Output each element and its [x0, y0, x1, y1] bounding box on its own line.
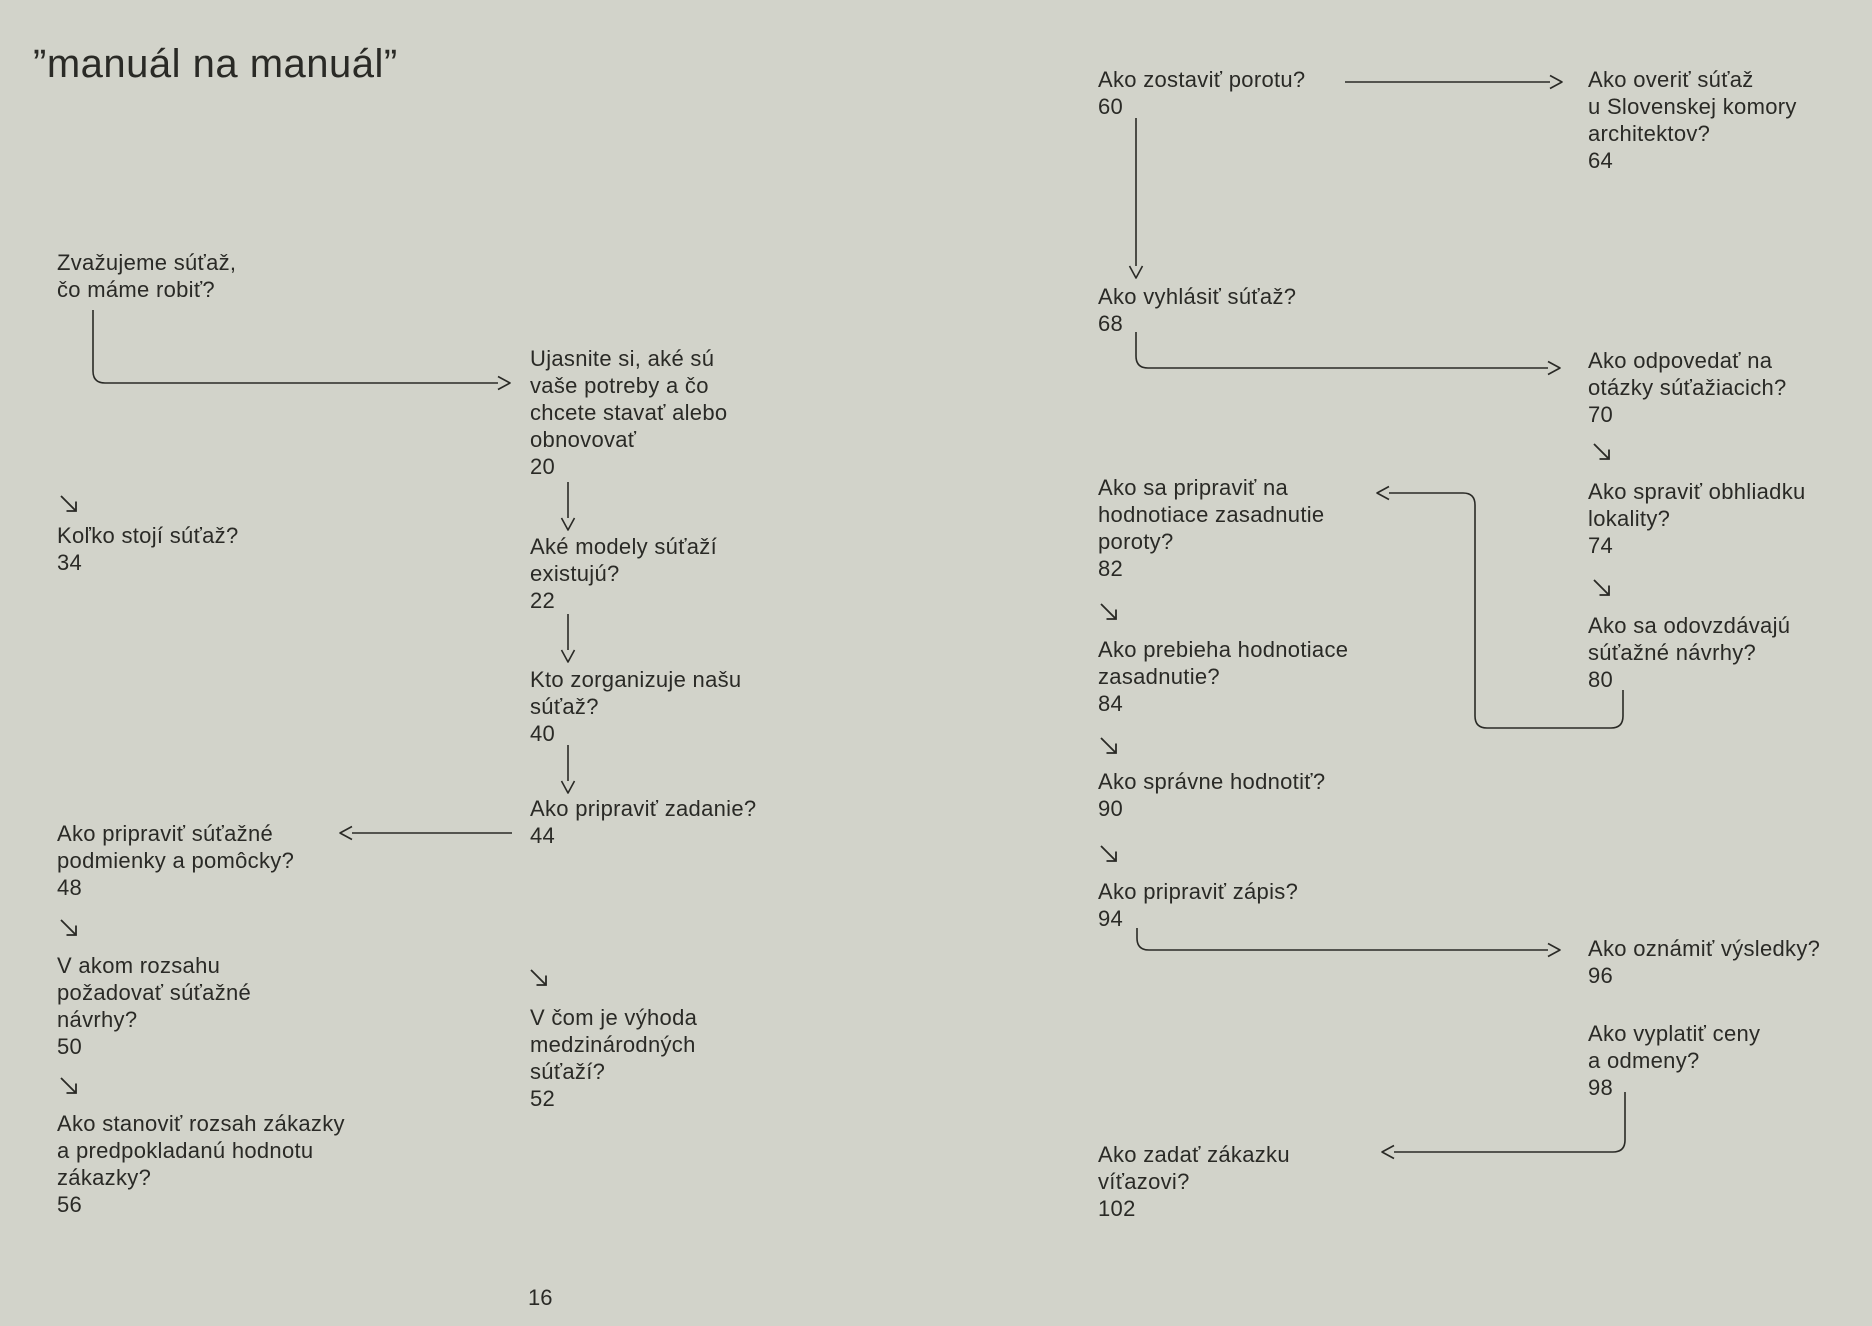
- question-lines: [530, 1004, 697, 1085]
- text-line: u Slovenskej komory: [1588, 94, 1797, 119]
- question-lines: [1588, 347, 1787, 401]
- text-line: Ujasnite si, aké sú: [530, 346, 715, 371]
- flow-item-vyhlasit: [1098, 283, 1296, 337]
- text-line: zasadnutie?: [1098, 664, 1220, 689]
- question-lines: [530, 666, 741, 720]
- text-line: otázky súťažiacich?: [1588, 375, 1787, 400]
- question-lines: [530, 345, 727, 453]
- text-line: Kto zorganizuje našu: [530, 667, 742, 692]
- flow-item-prebieha: [1098, 636, 1348, 717]
- southeast-arrow-icon: [57, 916, 81, 940]
- text-line: V čom je výhoda: [530, 1005, 698, 1030]
- flow-item-rozsah-zakazky: [57, 1110, 345, 1218]
- flow-item-ujasnite: [530, 345, 727, 480]
- text-line: Ako spraviť obhliadku: [1588, 479, 1806, 504]
- southeast-arrow-icon: [57, 1074, 81, 1098]
- text-line: Ako sa pripraviť na: [1098, 475, 1289, 500]
- text-line: chcete stavať alebo: [530, 400, 728, 425]
- text-line: existujú?: [530, 561, 620, 586]
- page-ref: 56: [57, 1192, 83, 1217]
- arrowhead-left: [1382, 1146, 1394, 1159]
- question-lines: [1588, 478, 1806, 532]
- question-lines: [1098, 283, 1296, 310]
- text-line: vaše potreby a čo: [530, 373, 709, 398]
- page-ref: 48: [57, 875, 83, 900]
- question-lines: [1588, 612, 1790, 666]
- text-line: Ako vyhlásiť súťaž?: [1098, 284, 1297, 309]
- southeast-arrow-icon: [1097, 842, 1121, 866]
- text-line: medzinárodných: [530, 1032, 696, 1057]
- flow-item-rozsah-navrhov: [57, 952, 251, 1060]
- flow-item-spravne: [1098, 768, 1325, 822]
- text-line: a odmeny?: [1588, 1048, 1700, 1073]
- text-line: Koľko stojí súťaž?: [57, 523, 239, 548]
- question-lines: [1588, 935, 1820, 962]
- question-lines: [1588, 66, 1797, 147]
- text-line: Ako zadať zákazku: [1098, 1142, 1290, 1167]
- page-ref: 50: [57, 1034, 83, 1059]
- flow-item-akemodely: [530, 533, 717, 614]
- question-lines: [1098, 1141, 1290, 1195]
- page-ref: 60: [1098, 94, 1124, 119]
- text-line: súťaž?: [530, 694, 599, 719]
- question-lines: [1098, 474, 1324, 555]
- page-ref: 84: [1098, 691, 1124, 716]
- arrowhead-right: [1548, 362, 1560, 375]
- connector-vyplatit-zadat: [1394, 1092, 1625, 1152]
- flow-item-zapis: [1098, 878, 1298, 932]
- page-ref: 40: [530, 721, 556, 746]
- arrowhead-right: [1548, 944, 1560, 957]
- page-ref: 90: [1098, 796, 1124, 821]
- text-line: požadovať súťažné: [57, 980, 252, 1005]
- text-line: čo máme robiť?: [57, 277, 215, 302]
- flow-item-kto: [530, 666, 741, 747]
- text-line: Ako sa odovzdávajú: [1588, 613, 1791, 638]
- flow-item-porota: [1098, 66, 1305, 120]
- question-lines: [57, 952, 251, 1033]
- flow-item-obhliadka: [1588, 478, 1806, 559]
- question-lines: [1098, 768, 1325, 795]
- flow-item-odovzdavaju: [1588, 612, 1790, 693]
- page-ref: 94: [1098, 906, 1124, 931]
- flow-item-kolko: [57, 522, 239, 576]
- text-line: Ako pripraviť zápis?: [1098, 879, 1299, 904]
- arrowhead-down: [562, 650, 575, 662]
- text-line: a predpokladanú hodnotu: [57, 1138, 314, 1163]
- text-line: V akom rozsahu: [57, 953, 221, 978]
- question-lines: [57, 249, 236, 303]
- flow-item-zadat: [1098, 1141, 1290, 1222]
- text-line: Ako správne hodnotiť?: [1098, 769, 1326, 794]
- arrowhead-left: [1377, 487, 1389, 500]
- page-ref: 80: [1588, 667, 1614, 692]
- page-ref: 70: [1588, 402, 1614, 427]
- question-lines: [1098, 878, 1298, 905]
- text-line: súťaží?: [530, 1059, 606, 1084]
- arrowhead-left: [340, 827, 352, 840]
- page-number: 16: [528, 1285, 553, 1310]
- text-line: Zvažujeme súťaž,: [57, 250, 237, 275]
- page-ref: 44: [530, 823, 556, 848]
- text-line: Ako vyplatiť ceny: [1588, 1021, 1761, 1046]
- page-ref: 102: [1098, 1196, 1136, 1221]
- text-line: architektov?: [1588, 121, 1711, 146]
- text-line: podmienky a pomôcky?: [57, 848, 295, 873]
- page-ref: 98: [1588, 1075, 1614, 1100]
- flow-item-vyplatit: [1588, 1020, 1760, 1101]
- page-ref: 52: [530, 1086, 556, 1111]
- arrowhead-right: [1550, 76, 1562, 89]
- text-line: lokality?: [1588, 506, 1671, 531]
- flow-item-medzinarodne: [530, 1004, 697, 1112]
- arrowhead-down: [1130, 266, 1143, 278]
- question-lines: [57, 820, 294, 874]
- text-line: Ako odpovedať na: [1588, 348, 1773, 373]
- text-line: Ako stanoviť rozsah zákazky: [57, 1111, 345, 1136]
- text-line: Ako zostaviť porotu?: [1098, 67, 1306, 92]
- southeast-arrow-icon: [1590, 440, 1614, 464]
- connector-zvazujeme-ujasnite: [93, 310, 498, 383]
- text-line: víťazovi?: [1098, 1169, 1190, 1194]
- flow-item-hodnotiace-zasadnutie: [1098, 474, 1324, 582]
- question-lines: [530, 795, 756, 822]
- question-lines: [1098, 636, 1348, 690]
- page-ref: 74: [1588, 533, 1614, 558]
- text-line: zákazky?: [57, 1165, 152, 1190]
- southeast-arrow-icon: [1097, 734, 1121, 758]
- text-line: Ako pripraviť súťažné: [57, 821, 274, 846]
- text-line: poroty?: [1098, 529, 1174, 554]
- page-ref: 96: [1588, 963, 1614, 988]
- southeast-arrow-icon: [1097, 600, 1121, 624]
- southeast-arrow-icon: [1590, 576, 1614, 600]
- text-line: Ako overiť súťaž: [1588, 67, 1754, 92]
- flow-item-oznamit: [1588, 935, 1820, 989]
- text-line: obnovovať: [530, 427, 637, 452]
- question-lines: [57, 1110, 345, 1191]
- page-ref: 20: [530, 454, 556, 479]
- text-line: Ako oznámiť výsledky?: [1588, 936, 1821, 961]
- text-line: Aké modely súťaží: [530, 534, 717, 559]
- text-line: súťažné návrhy?: [1588, 640, 1757, 665]
- southeast-arrow-icon: [527, 966, 551, 990]
- text-line: Ako pripraviť zadanie?: [530, 796, 757, 821]
- connector-vyhlasit-odpovedat: [1136, 332, 1548, 368]
- page-ref: 64: [1588, 148, 1614, 173]
- flow-item-overit: [1588, 66, 1797, 174]
- page-title: ”manuál na manuál”: [33, 42, 398, 86]
- question-lines: [1588, 1020, 1760, 1074]
- southeast-arrow-icon: [57, 492, 81, 516]
- arrowhead-right: [498, 377, 510, 390]
- question-lines: [1098, 66, 1305, 93]
- arrowhead-down: [562, 518, 575, 530]
- text-line: hodnotiace zasadnutie: [1098, 502, 1325, 527]
- flow-item-odpovedat: [1588, 347, 1787, 428]
- text-line: Ako prebieha hodnotiace: [1098, 637, 1349, 662]
- page-ref: 82: [1098, 556, 1124, 581]
- flow-item-zadanie: [530, 795, 756, 849]
- flow-item-podmienky: [57, 820, 294, 901]
- question-lines: [530, 533, 717, 587]
- page-ref: 34: [57, 550, 83, 575]
- text-line: návrhy?: [57, 1007, 138, 1032]
- page-ref: 22: [530, 588, 556, 613]
- page-ref: 68: [1098, 311, 1124, 336]
- arrowhead-down: [562, 781, 575, 793]
- question-lines: [57, 522, 239, 549]
- flow-item-zvazujeme: [57, 249, 236, 303]
